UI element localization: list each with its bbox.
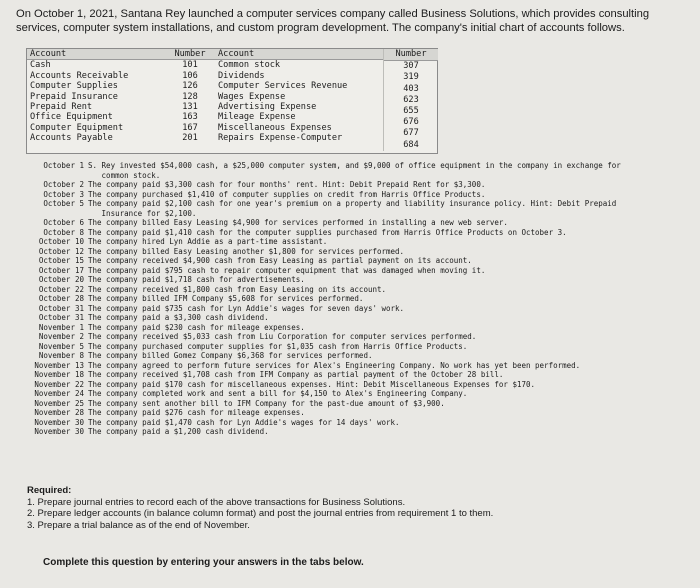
account-name: Mileage Expense [218,112,296,123]
transaction-row [28,228,690,238]
account-name: Common stock [218,60,281,71]
transaction-date: October 3 [43,189,84,199]
transaction-row [28,285,690,295]
account-number: 128 [182,91,198,102]
transaction-row [28,294,690,304]
transaction-date [28,171,88,181]
account-name: Prepaid Insurance [30,91,118,102]
transaction-text: The company purchased $1,410 of computer supplies on credit from Harris Office Products. [88,189,486,199]
account-number: 655 [403,105,419,116]
transaction-date: November 18 [34,370,84,379]
transaction-date: October 28 [38,294,84,303]
transaction-row [28,275,690,285]
account-number: 307 [403,61,419,72]
number-header: Number [165,49,215,60]
account-number: 677 [403,128,419,139]
account-number: 201 [182,133,198,144]
transaction-row [28,209,690,219]
required-item: 3. Prepare a trial balance as of the end of November. [27,519,250,531]
transaction-text: The company paid $3,300 cash for four months' rent. Hint: Debit Prepaid Rent for $3,300. [88,180,486,189]
transaction-date: October 12 [38,246,84,256]
transaction-text: The company paid $276 cash for mileage expenses. [88,408,305,417]
required-heading: Required: [27,485,72,496]
transaction-text: The company hired Lyn Addie as a part-time assistant. [88,237,328,246]
transaction-row [28,247,690,257]
transaction-row [28,256,690,266]
right-number-column [383,49,438,151]
transaction-date: October 8 [43,227,84,237]
instructions-footer: Complete this question by entering your answers in the tabs below. [43,557,364,568]
transaction-row [28,380,690,390]
account-name: Advertising Expense [218,102,317,113]
transaction-row [28,418,690,428]
account-name: Repairs Expense-Computer [218,133,343,144]
transaction-text: The company billed Gomez Company $6,368 for services performed. [88,351,373,360]
transaction-row [28,408,690,418]
transaction-row [28,370,690,380]
account-number: 403 [403,83,419,94]
right-account-column [215,49,383,144]
transaction-text: The company completed work and sent a bill for $4,150 to Alex's Engineering Company. [88,389,468,398]
transaction-date: October 10 [38,237,84,246]
left-account-column [27,49,165,144]
transaction-row [28,399,690,409]
transaction-text: The company paid $1,718 cash for advertisements. [88,275,305,284]
transaction-text: common stock. [88,170,161,180]
transaction-date: November 2 [38,332,84,341]
account-number: 319 [403,72,419,83]
transaction-text: The company received $4,900 cash from Easy Leasing as partial payment on its account. [88,256,472,265]
transaction-text: The company paid a $3,300 cash dividend. [88,313,269,322]
transaction-row [28,190,690,200]
transaction-text: The company billed Easy Leasing $4,900 for services performed in installing a new web server. [88,218,508,227]
transaction-date: October 17 [38,265,84,275]
transaction-text: The company paid $230 cash for mileage expenses. [88,322,305,332]
intro-paragraph: On October 1, 2021, Santana Rey launched a computer services company called Business Solutions, which provides consulting services, computer system installations, and custom program development. The company's initial chart of accounts follows. [16,8,650,34]
transaction-date: November 8 [38,351,84,360]
transaction-date: October 31 [38,313,84,322]
account-number: 623 [403,94,419,105]
account-number: 101 [182,60,198,71]
transaction-row [28,171,690,181]
transaction-date: November 13 [34,360,84,370]
transaction-text: The company received $1,708 cash from IFM Company as partial payment of the October 28 bill. [88,370,504,379]
account-name: Cash [30,60,51,71]
number-header: Number [384,49,438,61]
required-section [27,485,677,531]
transaction-date: November 30 [34,427,84,436]
transaction-date: November 5 [38,341,84,351]
transaction-text: The company paid $795 cash to repair computer equipment that was damaged when moving it. [88,265,486,275]
transaction-text: The company paid $2,100 cash for one year's premium on a property and liability insurance policy. Hint: Debit Prepaid [88,199,617,208]
transaction-date: October 2 [43,180,84,189]
transaction-row [28,218,690,228]
transaction-row [28,180,690,190]
account-header: Account [27,49,165,60]
account-name: Computer Services Revenue [218,81,348,92]
transaction-date: October 20 [38,275,84,284]
transaction-row [28,304,690,314]
transaction-row [28,332,690,342]
transaction-row [28,351,690,361]
transaction-text: The company purchased computer supplies for $1,035 cash from Harris Office Products. [88,341,468,351]
transaction-date: November 28 [34,408,84,417]
account-name: Computer Supplies [30,81,118,92]
account-number: 684 [403,139,419,150]
transaction-row [28,389,690,399]
transaction-date [28,209,88,219]
transaction-text: The company paid a $1,200 cash dividend. [88,427,269,436]
transaction-row [28,313,690,323]
transaction-row [28,237,690,247]
account-name: Prepaid Rent [30,102,93,113]
transaction-text: The company received $5,033 cash from Liu Corporation for computer services performed. [88,332,477,341]
account-name: Dividends [218,70,265,81]
account-name: Miscellaneous Expenses [218,122,332,133]
account-name: Computer Equipment [30,122,124,133]
transaction-date: November 30 [34,417,84,427]
transaction-date: October 6 [43,218,84,227]
account-name: Office Equipment [30,112,113,123]
transaction-date: October 1 [43,161,84,170]
transaction-row [28,361,690,371]
account-name: Accounts Payable [30,133,113,144]
account-number: 131 [182,102,198,113]
transaction-text: The company paid $170 cash for miscellaneous expenses. Hint: Debit Miscellaneous Expenses for $170. [88,379,536,389]
transaction-text: The company received $1,800 cash from Easy Leasing on its account. [88,284,387,294]
transaction-text: The company sent another bill to IFM Company for the past-due amount of $3,900. [88,398,445,408]
account-name: Accounts Receivable [30,70,129,81]
transaction-text: The company paid $1,470 cash for Lyn Addie's wages for 14 days' work. [88,417,400,427]
transaction-date: November 24 [34,389,84,398]
required-item: 2. Prepare ledger accounts (in balance column format) and post the journal entries from requirement 1 to them. [27,508,494,519]
transaction-date: November 22 [34,379,84,389]
transaction-date: November 25 [34,398,84,408]
transaction-list [28,161,690,437]
account-number: 676 [403,117,419,128]
transaction-row [28,199,690,209]
transaction-date: October 15 [38,256,84,265]
transaction-date: November 1 [38,322,84,332]
transaction-date: October 31 [38,303,84,313]
transaction-text: The company agreed to perform future services for Alex's Engineering Company. No work has yet been performed. [88,360,581,370]
transaction-row [28,342,690,352]
account-number: 167 [182,122,198,133]
account-number: 126 [182,81,198,92]
transaction-text: S. Rey invested $54,000 cash, a $25,000 computer system, and $9,000 of office equipment in the company in exchange for [88,161,621,170]
transaction-text: The company billed Easy Leasing another $1,800 for services performed. [88,246,405,256]
transaction-row [28,427,690,437]
transaction-text: The company billed IFM Company $5,608 for services performed. [88,294,364,303]
transaction-row [28,323,690,333]
left-number-column [165,49,215,144]
account-number: 106 [182,70,198,81]
transaction-text: The company paid $735 cash for Lyn Addie's wages for seven days' work. [88,303,405,313]
transaction-text: The company paid $1,410 cash for the computer supplies purchased from Harris Office Products on October 3. [88,227,567,237]
account-name: Wages Expense [218,91,286,102]
transaction-row [28,161,690,171]
transaction-text: Insurance for $2,100. [88,208,197,218]
chart-of-accounts-table [26,48,438,154]
account-header: Account [215,49,383,60]
transaction-row [28,266,690,276]
account-number: 163 [182,112,198,123]
transaction-date: October 22 [38,284,84,294]
transaction-date: October 5 [43,199,84,208]
required-item: 1. Prepare journal entries to record each of the above transactions for Business Solutions. [27,496,406,508]
